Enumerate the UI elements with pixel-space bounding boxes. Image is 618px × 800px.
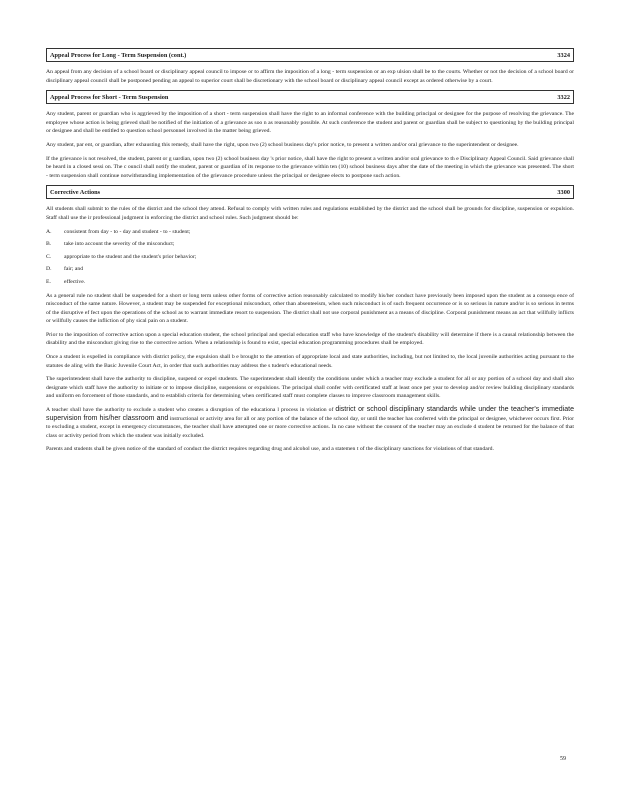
paragraph: If the grievance is not resolved, the student, parent or g uardian, upon two (2) school business day 's prior notice, shall have the right to present a written and/or oral grievance to th e Disciplinary Appeal Council. Said grievance shall be heard in a closed sessi on. The c ouncil shall notify the student, parent or guardian of its response to the grievance within ten (10) school business days after the date of the meeting in which the grievance was presented. The short - term suspension shall continue notwithstanding implementation of the grievance procedure unless the principal or designee elects to postpone such action. bbox=[46, 155, 574, 179]
text-run: instructional or activity area for all or any portion of the balance of the school day, or until the teacher has conferred with the principal or designee, whichever occurs first. Prior to excluding a student, except in emergency circumstances, the teacher shall have attempted one or more corrective actions. In no case without the consent of the teacher may an exclude d student be returned for the balance of that class or activity period from which the student was initially excluded. bbox=[46, 415, 574, 439]
paragraph: Once a student is expelled in compliance with district policy, the expulsion shall b e brought to the attention of appropriate local and state authorities, including, but not limited to, the local juvenile authorities acting pursuant to the statutes de aling with the Basic Juvenile Court Act, in order that such authorities may address the s tudent's educational needs. bbox=[46, 354, 574, 369]
list-letter: C. bbox=[46, 253, 52, 260]
paragraph: The superintendent shall have the authority to discipline, suspend or expel students. The superintendent shall identify the conditions under which a teacher may exclude a student for all or any portion of a school day and shall also designate which staff have the authority to initiate or to impose discipline, suspensions or expulsions. The principal shall confer with certificated staff at least once per year to develop and/or review building disciplinary standards and uniform en forcement of those standards, and to establish criteria for determining when certificated staff must complete classes to improve classroom management skills. bbox=[46, 376, 574, 400]
paragraph: Any student, parent or guardian who is aggrieved by the imposition of a short - term suspension shall have the right to an informal conference with the building principal or designee for the purpose of resolving the grievance. The employee whose action is being grieved shall be notified of the initiation of a grievance as soo n as reasonably possible. At such conference the student and parent or guardian shall be subject to questioning by the building principal or designee and shall be entitled to question school personnel involved in the matter being grieved. bbox=[46, 111, 574, 135]
section-header-long-term-appeal bbox=[46, 48, 574, 62]
paragraph: Any student, par ent, or guardian, after exhausting this remedy, shall have the right, upon two (2) school business day's prior notice, to present a written and/or oral grievance to the superintendent or designee. bbox=[46, 141, 519, 148]
list-text: effective. bbox=[64, 278, 86, 285]
list-text: consistent from day - to - day and student - to - student; bbox=[64, 228, 191, 235]
list-letter: A. bbox=[46, 228, 52, 235]
section-title: Appeal Process for Long - Term Suspension (cont.) bbox=[50, 51, 187, 59]
section-code: 3322 bbox=[557, 93, 570, 101]
text-run: A teacher shall have the authority to exclude a student who creates a disruption of the educationa l process in violation of bbox=[46, 407, 336, 414]
section-code: 3300 bbox=[557, 188, 570, 196]
paragraph: As a general rule no student shall be suspended for a short or long term unless other forms of corrective action reasonably calculated to modify his/her conduct have previously been imposed upon the student as a consequ ence of misconduct of the same nature. However, a student may be suspended for exceptional misconduct, other than absenteeism, when such misconduct is of such frequent occurrence or is so serious in nature and/or is so serious in terms of the disruptive ef fect upon the operations of the school as to warrant immediate resort to suspension. The district shall not use corporal punishment as a means of discipline. Corporal punishment means an act that willfully inflicts or willfully causes the infliction of phy sical pain on a student. bbox=[46, 292, 574, 325]
policy-page bbox=[46, 48, 574, 459]
list-text: appropriate to the student and the student's prior behavior; bbox=[64, 253, 197, 260]
list-item bbox=[46, 253, 574, 262]
list-text: fair; and bbox=[64, 266, 84, 273]
list-text: take into account the severity of the misconduct; bbox=[64, 241, 175, 248]
emphasized-text-run: district or school disciplinary standards while under the teacher's immediate supervision from his/her classroom and bbox=[46, 406, 574, 422]
paragraph: All students shall submit to the rules of the district and the school they attend. Refusal to comply with written rules and regulations established by the district and the school shall be grounds for discipline, suspension or expulsion. Staff shall use the ir professional judgment in enforcing the district and school rules. Such judgment should be: bbox=[46, 206, 574, 221]
teacher-exclusion-paragraph bbox=[46, 406, 574, 440]
section-title: Appeal Process for Short - Term Suspension bbox=[50, 93, 169, 101]
list-item bbox=[46, 228, 574, 237]
page-number: 59 bbox=[560, 756, 566, 762]
paragraph: Prior to the imposition of corrective action upon a special education student, the school principal and special education staff who have knowledge of the student's disability will determine if there is a causal relationship between the disability and the misconduct giving rise to the corrective action. When a relationship is found to exist, special education programming procedures shall be employed. bbox=[46, 331, 574, 347]
list-item bbox=[46, 265, 574, 274]
section-code: 3324 bbox=[557, 51, 570, 59]
list-letter: E. bbox=[46, 278, 51, 285]
judgment-criteria-list bbox=[46, 228, 574, 287]
section-header-short-term-appeal bbox=[46, 90, 574, 104]
section-header-corrective-actions bbox=[46, 185, 574, 199]
list-letter: D. bbox=[46, 266, 52, 273]
section-title: Corrective Actions bbox=[50, 188, 101, 196]
paragraph: Parents and students shall be given notice of the standard of conduct the district requires regarding drug and alcohol use, and a statemen t of the disciplinary sanctions for violations of that standard. bbox=[46, 446, 494, 453]
list-letter: B. bbox=[46, 241, 52, 248]
list-item bbox=[46, 278, 574, 287]
paragraph: An appeal from any decision of a school board or disciplinary appeal council to impose or to affirm the imposition of a long - term suspension or an exp ulsion shall be to the courts. Whether or not the decision of a school board or disciplinary appeal council shall be postponed pending an appeal to superior court shall be discretionary with the school board or disciplinary appeal council except as ordered otherwise by a court. bbox=[46, 69, 574, 84]
list-item bbox=[46, 240, 574, 249]
